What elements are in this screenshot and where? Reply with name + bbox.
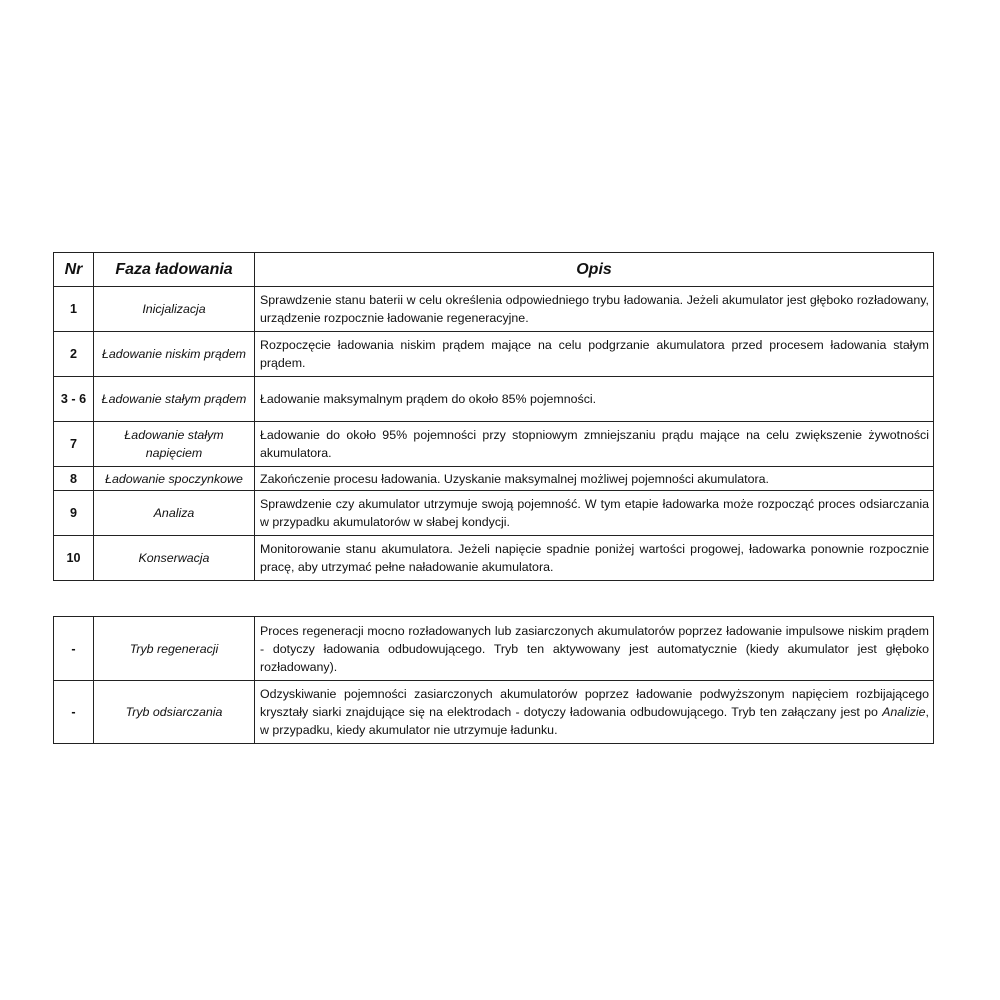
phase-nr: 1: [54, 287, 94, 332]
table-row: [54, 332, 934, 377]
phase-name: Ładowanie stałym prądem: [94, 377, 255, 422]
header-faza: Faza ładowania: [94, 253, 255, 287]
phase-name: Ładowanie stałym napięciem: [94, 422, 255, 467]
phase-description: Rozpoczęcie ładowania niskim prądem mające na celu podgrzanie akumulatora przed procesem ładowania stałym prądem.: [255, 332, 934, 377]
charging-modes-table: [53, 616, 934, 744]
phase-nr: 3 - 6: [54, 377, 94, 422]
mode-description-italic: Analizie: [882, 705, 926, 719]
phase-description: Monitorowanie stanu akumulatora. Jeżeli napięcie spadnie poniżej wartości progowej, ładowarka ponownie rozpocznie pracę, aby utrzymać pełne naładowanie akumulatora.: [255, 536, 934, 581]
phase-description: Ładowanie do około 95% pojemności przy stopniowym zmniejszaniu prądu mające na celu zwiększenie żywotności akumulatora.: [255, 422, 934, 467]
phase-description: Sprawdzenie stanu baterii w celu określenia odpowiedniego trybu ładowania. Jeżeli akumulator jest głęboko rozładowany, urządzenie rozpocznie ładowanie regeneracyjne.: [255, 287, 934, 332]
table-row: [54, 467, 934, 491]
table-row: [54, 491, 934, 536]
phase-nr: 7: [54, 422, 94, 467]
phase-description: Sprawdzenie czy akumulator utrzymuje swoją pojemność. W tym etapie ładowarka może rozpocząć proces odsiarczania w przypadku akumulatorów w słabej kondycji.: [255, 491, 934, 536]
table-row: [54, 536, 934, 581]
mode-description: [255, 681, 934, 744]
mode-name: Tryb regeneracji: [94, 617, 255, 681]
table-row: [54, 287, 934, 332]
charging-phases-table: [53, 252, 934, 581]
table-row: [54, 617, 934, 681]
table-row: [54, 377, 934, 422]
phase-name: Inicjalizacja: [94, 287, 255, 332]
phase-nr: 9: [54, 491, 94, 536]
phase-description: Ładowanie maksymalnym prądem do około 85% pojemności.: [255, 377, 934, 422]
table-header-row: [54, 253, 934, 287]
phase-name: Ładowanie spoczynkowe: [94, 467, 255, 491]
phase-nr: 8: [54, 467, 94, 491]
phase-name: Konserwacja: [94, 536, 255, 581]
phase-name: Analiza: [94, 491, 255, 536]
phase-description: Zakończenie procesu ładowania. Uzyskanie maksymalnej możliwej pojemności akumulatora.: [255, 467, 934, 491]
mode-nr: -: [54, 617, 94, 681]
phase-nr: 10: [54, 536, 94, 581]
table-row: [54, 681, 934, 744]
table-row: [54, 422, 934, 467]
header-opis: Opis: [255, 253, 934, 287]
mode-description-text: Odzyskiwanie pojemności zasiarczonych akumulatorów poprzez ładowanie podwyższonym napięciem rozbijającego kryształy siarki znajdujące się na elektrodach - dotyczy ładowania odbudowującego. Tryb ten załączany jest po: [260, 687, 929, 719]
mode-description-text-end: , w przypadku, kiedy akumulator nie utrzymuje ładunku.: [260, 705, 929, 737]
mode-description: Proces regeneracji mocno rozładowanych lub zasiarczonych akumulatorów poprzez ładowanie impulsowe niskim prądem - dotyczy ładowania odbudowującego. Tryb ten aktywowany jest automatycznie (kiedy akumulator jest głęboko rozładowany).: [255, 617, 934, 681]
mode-name: Tryb odsiarczania: [94, 681, 255, 744]
header-nr: Nr: [54, 253, 94, 287]
phase-name: Ładowanie niskim prądem: [94, 332, 255, 377]
mode-nr: -: [54, 681, 94, 744]
phase-nr: 2: [54, 332, 94, 377]
